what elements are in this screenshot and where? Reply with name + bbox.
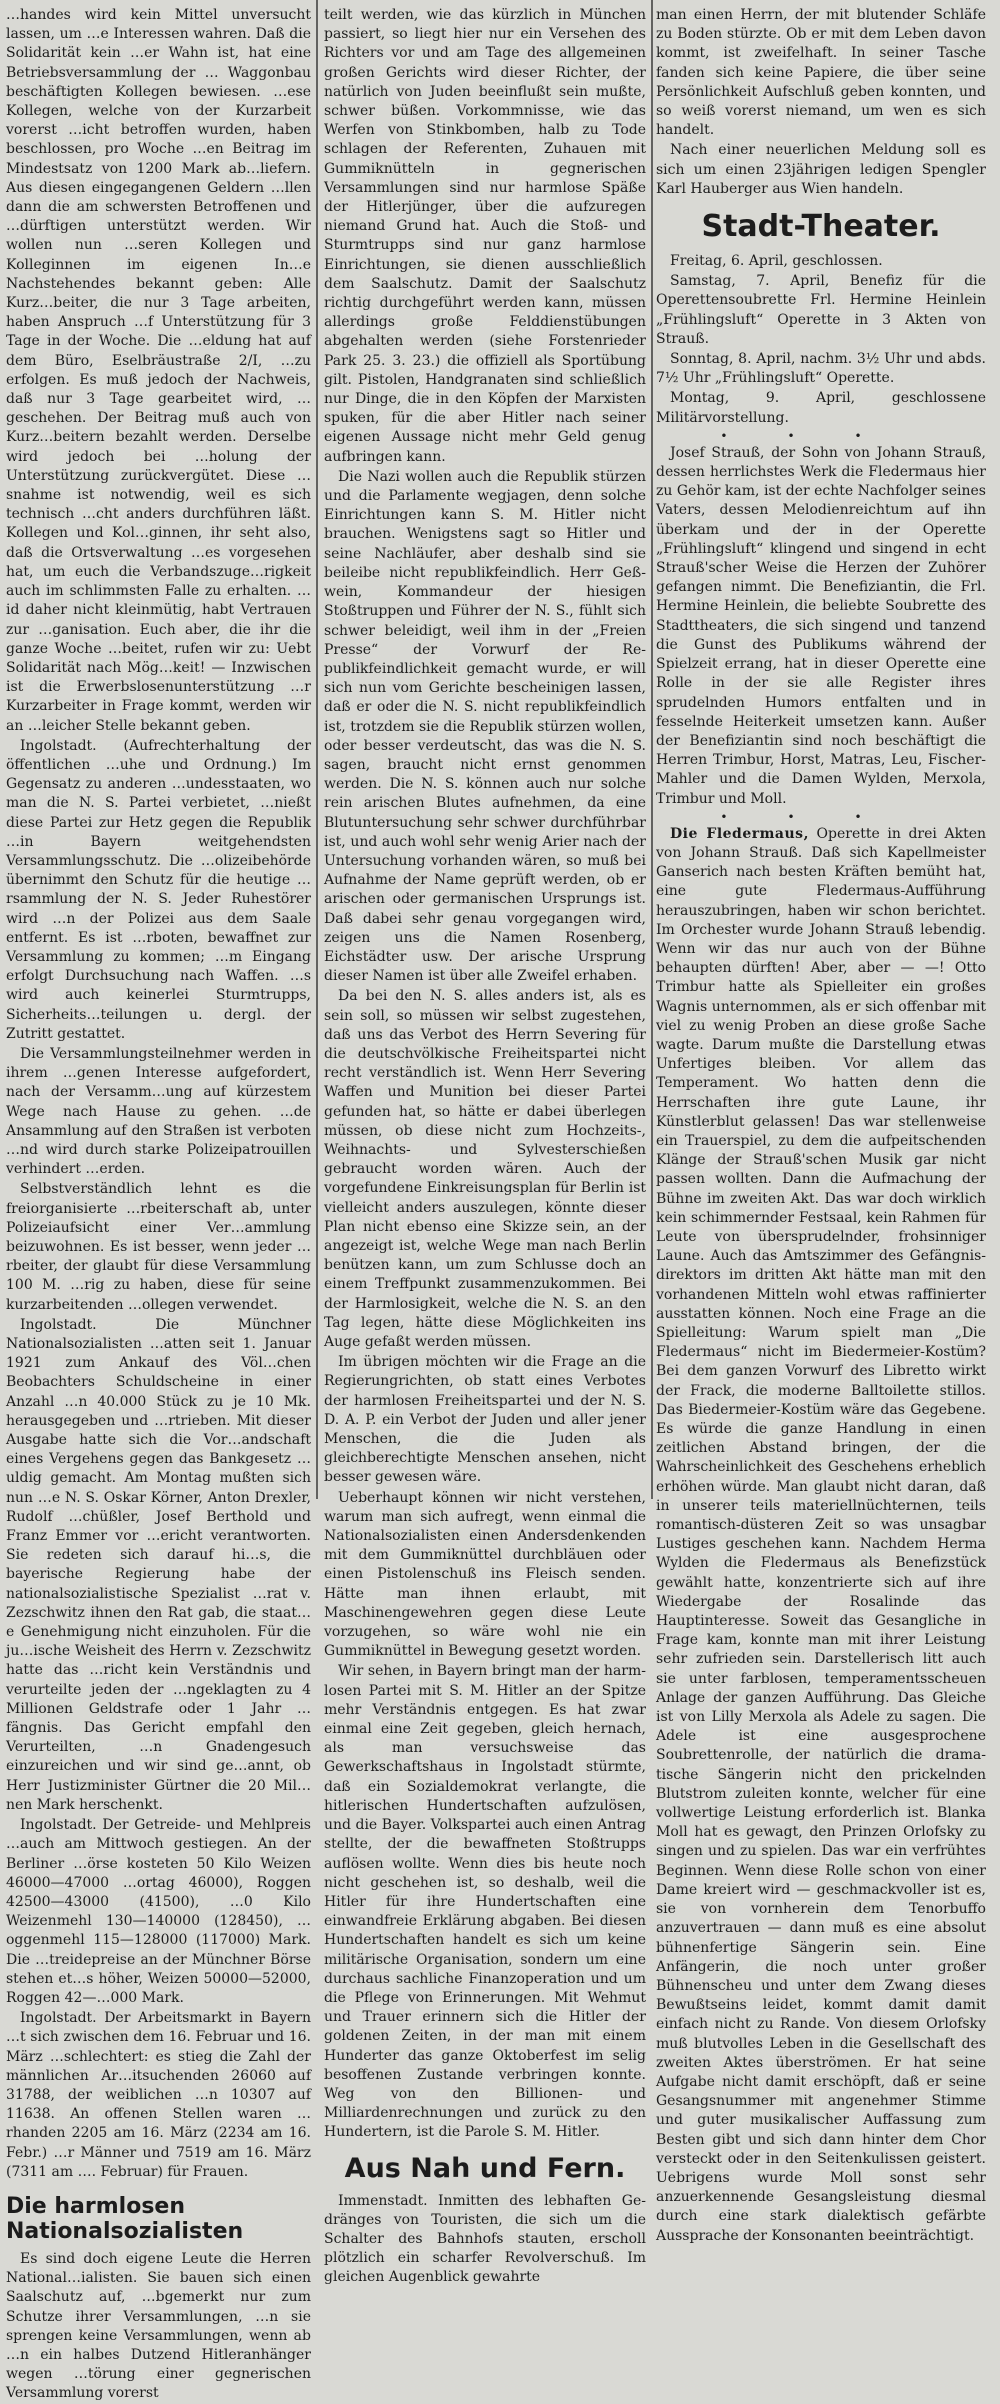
article-paragraph: …handes wird kein Mittel unversucht lassen, um …e Interessen wahren. Daß die Solidarität kein …er Wahn ist, hat eine Betriebsversammlung der … Waggonbau beschäftigten Kollegen bewiesen. …ese Kollegen, welche von der Kurzarbeit vorerst …icht betroffen wurden, haben beschlossen, pro Woche …en Beitrag im Mindestsatz von 1200 Mark ab…liefern. Aus diesen eingegangenen Geldern …llen dann die am schwersten Betroffenen und …dürftigen unterstützt werden. Wir wollen nun …seren Kollegen und Kolleginnen im eigenen In…e Nachstehendes bekannt geben: Alle Kurz…beiter, die nur 3 Tage arbeiten, haben Anspruch …f Unterstützung für 3 Tage in der Woche. Die …eldung hat auf dem Büro, Eselbräustraße 2/I, …zu erfolgen. Es muß jedoch der Nachweis, daß nur 3 Tage gearbeitet wird, …geschehen. Der Beitrag muß auch von Kurz…beitern bezahlt werden. Derselbe wird jedoch bei …holung der Unterstützung zurückvergütet. Diese …snahme ist notwendig, weil es sich technisch …cht anders durchführen läßt. Kollegen und Kol…ginnen, ihr seht also, daß die Ortsverwaltung …es vorgesehen hat, um euch die Verbandszuge…rigkeit auch im schlimmsten Falle zu erhalten. …id daher nicht kleinmütig, habt Vertrauen zur …ganisation. Euch aber, die ihr die ganze Woche …beitet, rufen wir zu: Uebt Solidarität nach Mög…keit! — Inzwischen ist die Erwerbslosenunterstützung …r Kurzarbeiter in Frage kommt, werden wir an …leicher Stelle bekannt geben. [6, 7, 311, 734]
article-paragraph: Ueberhaupt können wir nicht verstehen, warum man sich aufregt, wenn einmal die Nationalsozialisten einen Andersdenkenden mit dem Gummiknüttel durchbläuen oder einen Pistolenschuß ins Fleisch senden. Hätte man ihnen erlaubt, mit Maschinengewehren gegen diese Leute vorzugehen, so wäre wohl nie ein Gummiknüttel in Bewegung gesetzt worden. [324, 1489, 646, 1660]
column-rule [316, 0, 318, 1499]
article-paragraph: Die Nazi wollen auch die Republik stürzen und die Parlamente wegjagen, denn solche Einrichtungen kann S. M. Hitler nicht brauchen. Wenigstens sagt so Hitler und seine Nachläufer, aber deshalb sind sie beileibe nicht republikfeindlich. Herr Geßwein, Kommandeur der hiesigen Stoßtruppen und Führer der N. S., fühlt sich schwer beleidigt, weil ihm in der „Freien Presse“ der Vorwurf der Republikfeindlichkeit gemacht wurde, er will sich nun vom Gerichte bescheinigen lassen, daß er oder die N. S. nicht republikfeindlich ist, trotzdem sie die Republik stürzen wollen, oder besser verdeutscht, das was die N. S. sagen, braucht nicht ernst genommen werden. Die N. S. können auch nur solche rein arischen Blutes aufnehmen, da eine Blutuntersuchung sehr schwer durchführbar ist, und auch wohl sehr wenig Arier nach der Untersuchung vorhanden wären, so muß bei Aufnahme der Name geprüft werden, ob er arischen oder germanischen Ursprungs ist. Daß dabei sehr genau vorgegangen wird, zeigen uns die Namen Rosenberg, Eichstädter usw. Der arische Ursprung dieser Namen ist über alle Zweifel erhaben. [324, 468, 646, 985]
review-text: Operette in drei Akten von Johann Strauß. Daß sich Kapellmeister Ganserich nach besten Kräften bemüht hat, eine gute Fledermaus-Aufführung herauszubringen, haben wir schon berichtet. Im Orchester wurde Johann Strauß lebendig. Wenn wir das nur auch von der Bühne behaupten dürften! Aber, aber — —! Otto Trimbur hatte als Spielleiter ein großes Wagnis unternommen, als er sich offenbar mit viel zu wenig Proben an diese große Sache wagte. Darum mußte die Darstellung etwas Unfertiges bleiben. Vor allem das Temperament. Wo hatten denn die Herrschaften ihre gute Laune, ihr Künstlerblut gelassen! Das war stellenweise ein Trauerspiel, zu dem die aufpeitschenden Klänge der Strauß'schen Musik gar nicht passen wollten. Dann die Aufmachung der Bühne im zweiten Akt. Das war doch wirklich kein schimmernder Festsaal, kein Rahmen für Leute von übersprudelnder, frohsinniger Laune. Auch das Amtszimmer des Gefängnisdirektors im dritten Akt hätte man mit den vorhandenen Mitteln wohl etwas raffinierter ausstatten können. Noch eine Frage an die Spielleitung: Warum spielt man „Die Fledermaus“ nicht im Biedermeier-Kostüm? Bei dem ganzen Vorwurf des Libretto wirkt der Frack, die moderne Balltoilette stillos. Das Biedermeier-Kostüm wäre das Gegebene. Es würde die ganze Handlung in einen zeitlichen Abstand bringen, der die Wahrscheinlichkeit des Geschehens erheblich erhöhen würde. Man glaubt nicht daran, daß in unserer teils materiellnüchternen, teils romantisch-düsteren Zeit so was unsagbar Lustiges geschehen kann. Nachdem Herma Wylden die Fledermaus als Benefizstück gewählt hatte, konzentrierte sich auf ihre Wiedergabe der Rosalinde das Hauptinteresse. Soweit das Gesangliche in Frage kam, konnte man mit ihrer Leistung sehr zufrieden sein. Darstellerisch litt auch sie unter farblosen, temperamentsscheuen Anlage der ganzen Aufführung. Das Gleiche ist von Lilly Merxola als Adele zu sagen. Die Adele ist eine ausgesprochene Soubrettenrolle, der natürlich die dramatische Sängerin nicht den prickelnden Blutstrom zuleiten konnte, welcher für eine vollwertige Leistung erforderlich ist. Blanka Moll hat es gewagt, den Prinzen Orlofsky zu singen und zu spielen. Das war ein verfrühtes Beginnen. Wenn diese Rolle schon von einer Dame kreiert wird — geschmackvoller ist es, sie von vornherein dem Tenorbuffo anzuvertrauen — dann muß es eine absolut bühnenfertige Sängerin sein. Eine Anfängerin, die noch unter großer Bühnenscheu und unter dem Zwang dieses Bewußtseins leidet, kommt damit damit einfach nicht zu Rande. Von diesem Orlofsky muß blutvolles Leben in die Gesellschaft des zweiten Aktes überströmen. Er hat seine Aufgabe nicht damit erschöpft, daß er seine Gesangsnummer mit angenehmer Stimme und guter musikalischer Auffassung zum Besten gibt und sich dann hinter dem Chor versteckt oder in den Seitenkulissen geistert. Uebrigens wurde Moll sonst sehr anzuerkennende Gesangsleistung diesmal durch eine stark dialektisch gefärbte Aussprache der Konsonanten beeinträchtigt. [656, 825, 987, 2244]
separator-dots: ••• [720, 428, 922, 443]
column-left [6, 6, 311, 2402]
article-paragraph [656, 825, 986, 2246]
article-paragraph: teilt werden, wie das kürzlich in München passiert, so liegt hier nur ein Versehen des Richters vor und am Tage des allgemeinen großen Gerichts wird dieser Richter, der natürlich von Juden beeinflußt sein mußte, schwer büßen. Vorkommnisse, wie das Werfen von Stinkbomben, halb zu Tode schlagen der Referenten, Zuhauen mit Gummiknütteln in gegnerischen Versammlungen sind nur harmlose Späße der Hitlerjünger, über die aufzuregen niemand Grund hat. Auch die Stoß- und Sturmtrupps sind nur ganz harmlose Einrichtungen, sie dienen ausschließlich dem Saalschutz. Damit der Saalschutz richtig durchgeführt werden kann, müssen allerdings große Felddienstübungen abgehalten werden (siehe Forstenrieder Park 25. 3. 23.) die offiziell als Sportübung gilt. Pistolen, Handgranaten sind schließlich nur Dinge, die in den Köpfen der Marxisten spuken, für die aber Hitler nach seiner eigenen Aussage nicht mehr Geld genug aufbringen kann. [324, 7, 646, 465]
article-paragraph: Ingolstadt. Der Getreide- und Mehlpreis …auch am Mittwoch gestiegen. An der Berliner …örse kosteten 50 Kilo Weizen 46000—47000 …ortag 46000), Roggen 42500—43000 (41500), …0 Kilo Weizenmehl 130—140000 (128450), …oggenmehl 115—128000 (117000) Mark. Die …treidepreise an der Münchner Börse stehen et…s höher, Weizen 50000—52000, Roggen 42—…000 Mark. [6, 1817, 311, 2006]
schedule-line: Samstag, 7. April, Benefiz für die Operettensoubrette Frl. Hermine Heinlein „Frühlingsluft“ Operette in 3 Akten von Strauß. [656, 273, 986, 347]
separator-dots: ••• [720, 809, 922, 824]
article-paragraph: Ingolstadt. Der Arbeitsmarkt in Bayern …t sich zwischen dem 16. Februar und 16. März …schlechtert: es stieg die Zahl der männlichen Ar…itsuchenden 26060 auf 31788, der weiblichen …n 10307 auf 11638. An offenen Stellen waren …rhanden 2205 am 16. März (2234 am 16. Febr.) …r Männer und 7519 am 16. März (7311 am …. Februar) für Frauen. [6, 2010, 311, 2180]
article-paragraph: man einen Herrn, der mit blutender Schläfe zu Boden stürzte. Ob er mit dem Leben davon kommt, ist zweifelhaft. In seiner Tasche fanden sich keine Papiere, die über seine Persönlichkeit Aufschluß geben konnten, und so weiß vorerst niemand, um wen es sich handelt. [656, 7, 986, 139]
article-paragraph: Ingolstadt. Die Münchner Nationalsozialisten …atten seit 1. Januar 1921 zum Ankauf des Völ…chen Beobachters Schuldscheine in einer Anzahl …n 40.000 Stück zu je 10 Mk. herausgegeben und …rtrieben. Mit dieser Ausgabe hatte sich die Vor…andschaft eines Vergehens gegen das Bankgesetz …uldig gemacht. Am Montag mußten sich nun …e N. S. Oskar Körner, Anton Drexler, Rudolf …chüßler, Josef Berthold und Franz Emmer vor …ericht verantworten. Sie redeten sich darauf hi…s, die bayerische Regierung habe der nationalsozialistische Spezialist …rat v. Zezschwitz ihnen den Rat gab, die staat…e Genehmigung nicht einzuholen. Für die ju…ische Weisheit des Herrn v. Zezschwitz hatte das …richt kein Verständnis und verurteilte jeden der …ngeklagten zu 4 Millionen Geldstrafe oder 1 Jahr …fängnis. Das Gericht empfahl den Verurteilten, …n Gnadengesuch einzureichen und wir sind ge…annt, ob Herr Justizminister Gürtner die 20 Mil…nen Mark herschenkt. [6, 1316, 311, 1813]
column-right [656, 6, 987, 2244]
article-paragraph: Da bei den N. S. alles anders ist, als es sein soll, so müssen wir selbst zugestehen, daß uns das Verbot des Herrn Severing für die deutschvölkische Freiheitspartei nicht recht verständlich ist. Wenn Herr Severing Waffen und Munition bei dieser Partei gefunden hat, so hätte er dabei überlegen müssen, ob diese nicht zum Hochzeits-, Weihnachts- und Sylvesterschießen gebraucht worden wären. Auch der vorgefundene Einkreisungsplan für Berlin ist vielleicht anders auszulegen, könnte dieser Plan nicht ebenso eine Skizze sein, an der angezeigt ist, welche Wege man nach Berlin benützen kann, um zum Schlusse doch an einem Treffpunkt zusammenzukommen. Bei der Harmlosigkeit, welche die N. S. an den Tag legen, hätte diese Möglichkeiten ins Auge gefaßt werden müssen. [324, 988, 646, 1351]
article-paragraph: Josef Strauß, der Sohn von Johann Strauß, dessen herrlichstes Werk die Fledermaus hier zu Gehör kam, ist der echte Nachfolger seines Vaters, dessen Melodienreichtum auf ihn überkam und der in der Operette „Frühlingsluft“ klingend und singend in echt Strauß'scher Weise die Herzen der Zuhörer gefangen nimmt. Die Benefiziantin, die Frl. Hermine Heinlein, die beliebte Soubrette des Stadttheaters, die sich singend und tanzend die Gunst des Publikums während der Spielzeit errang, hat in dieser Operette eine Rolle in der sie alle Register ihres sprudelnden Humors entfalten und in fesselnde Heiterkeit umsetzen kann. Außer der Benefiziantin sind noch beschäftigt die Herren Trimbur, Horst, Matras, Leu, Fischer-Mahler und die Damen Wylden, Merxola, Trimbur und Moll. [656, 444, 986, 807]
schedule-line: Sonntag, 8. April, nachm. 3½ Uhr und abds. 7½ Uhr „Frühlingsluft“ Operette. [656, 351, 986, 387]
article-paragraph: Nach einer neuerlichen Meldung soll es sich um einen 23jährigen ledigen Spengler Karl Hauberger aus Wien handeln. [656, 142, 986, 197]
article-paragraph: Wir sehen, in Bayern bringt man der harmlosen Partei mit S. M. Hitler an der Spitze mehr Verständnis entgegen. Es hat zwar einmal eine Zeit gegeben, gleich hernach, als man versuchsweise das Gewerkschaftshaus in Ingolstadt stürmte, daß ein Sozialdemokrat verlangte, die hitlerischen Hundertschaften aufzulösen, und die Bayer. Volkspartei auch einen Antrag stellte, der die bewaffneten Stoßtrupps auflösen wollte. Wenn dies bis heute noch nicht geschehen ist, so deshalb, weil die Hitler für ihre Hundertschaften eine einwandfreie Erklärung abgaben. Bei diesen Hundertschaften handelt es sich um keine militärische Organisation, sondern um eine durchaus sachliche Finanzoperation und um die Pflege von Erinnerungen. Mit Wehmut und Trauer erinnern sich die Hitler der goldenen Zeiten, in der man mit einem Hunderter das ganze Oktoberfest im selig besoffenen Zustande verbringen konnte. Weg von den Billionen- und Milliardenrechnungen und zurück zu den Hundertern, ist die Parole S. M. Hitler. [324, 1663, 646, 2141]
column-middle [324, 6, 646, 2286]
article-paragraph: Immenstadt. Inmitten des lebhaften Gedränges von Touristen, die sich um die Schalter des Bahnhofs stauten, erscholl plötzlich ein scharfer Revolverschuß. Im gleichen Augenblick gewahrte [324, 2192, 646, 2286]
article-paragraph: Ingolstadt. (Aufrechterhaltung der öffentlichen …uhe und Ordnung.) Im Gegensatz zu anderen …undesstaaten, wo man die N. S. Partei verbietet, …nießt diese Partei zur Hetz gegen die Republik …in Bayern weitgehendsten Versammlungsschutz. Die …olizeibehörde übernimmt den Schutz für die heutige …rsammlung der N. S. Jeder Ruhestörer wird …n der Polizei aus dem Saale entfernt. Es ist …rboten, bewaffnet zur Versammlung zu kommen; …m Eingang erfolgt Durchsuchung nach Waffen. …s wird auch keinerlei Sturmtrupps, Sicherheits…teilungen u. dergl. der Zutritt gestattet. [6, 737, 311, 1042]
article-paragraph: Es sind doch eigene Leute die Herren National…ialisten. Sie bauen sich einen Saalschutz auf, …bgemerkt nur zum Schutze ihrer Versammlungen, …n sie sprengen keine Versammlungen, wenn ab …n ein halbes Dutzend Hitleranhänger wegen …törung einer gegnerischen Versammlung vorerst [6, 2250, 311, 2402]
section-heading: Stadt-Theater. [701, 209, 941, 245]
review-lead: Die Fledermaus, [670, 825, 809, 842]
schedule-line: Freitag, 6. April, geschlossen. [670, 253, 883, 270]
article-paragraph: Die Versammlungsteilnehmer werden in ihrem …genen Interesse aufgefordert, nach der Versamm…ung auf kürzestem Wege nach Hause zu gehen. …de Ansammlung auf den Straßen ist verboten …nd wird durch starke Polizeipatrouillen verhindert …erden. [6, 1045, 311, 1178]
column-rule [651, 0, 653, 1499]
section-heading: Aus Nah und Fern. [344, 2152, 626, 2184]
schedule-line: Montag, 9. April, geschlossene Militärvorstellung. [656, 390, 986, 426]
section-heading: Die harmlosen Nationalsozialisten [6, 2193, 244, 2244]
article-paragraph: Selbstverständlich lehnt es die freiorganisierte …rbeiterschaft ab, unter Polizeiaufsicht einer Ver…ammlung beizuwohnen. Es ist besser, wenn jeder …rbeiter, der glaubt für diese Versammlung 100 M. …rig zu haben, diese für seine kurzarbeitenden …ollegen verwendet. [6, 1181, 311, 1313]
article-paragraph: Im übrigen möchten wir die Frage an die Regierungrichten, ob statt eines Verbotes der harmlosen Freiheitspartei und der N. S. D. A. P. ein Verbot der Juden und aller jener Menschen, die die Juden als gleichberechtigte Menschen ansehen, nicht besser gewesen wäre. [324, 1354, 646, 1486]
